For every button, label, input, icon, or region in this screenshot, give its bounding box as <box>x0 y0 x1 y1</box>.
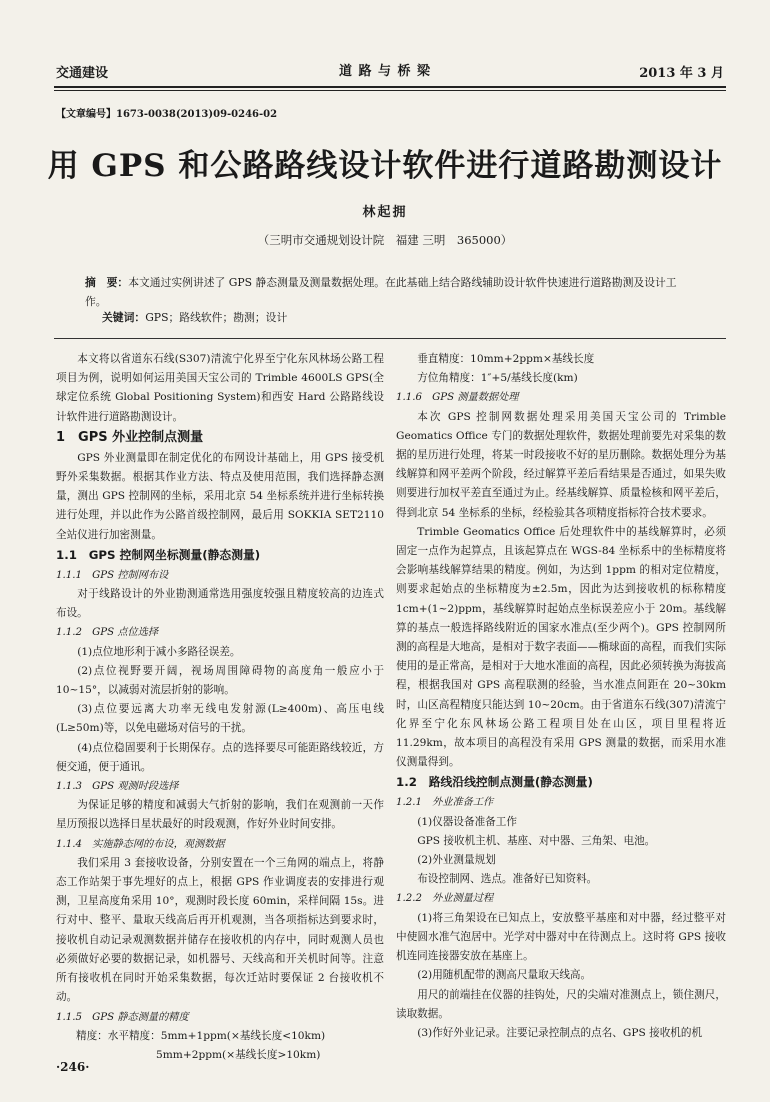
list-item: (3)点位要远离大功率无线电发射源(L≥400m)、高压电线(L≥50m)等，以免电磁场对信号的干扰。 <box>56 703 384 735</box>
paragraph: Trimble Geomatics Office 后处理软件中的基线解算时，必须固定一点作为起算点，且该起算点在 WGS-84 坐标系中的坐标精度将会影响基线解算结果的精度。例如，为达到 1ppm 的相对定位精度，则要求起始点的坐标精度为±2.5m，因此为达到接收机的标称精度 1cm+(1~2)ppm，基线解算时起始点坐标误差应小于 20m。基线解算的基点一般选择路线附近的国家水准点(至少两个)。GPS 控制网所测的高程是大地高，是相对于数字表面——椭球面的高程，而我们实际使用的是正常高，是相对于大地水准面的高程，因此必须转换为海拔高程，根据我国对 GPS 高程联测的经验，当水准点间距在 20~30km 时，山区高程精度只能达到 10~20cm。由于省道东石线(307)清流宁化界至宁化东风林场公路工程项目处在山区，项目里程将近 11.29km，故本项目的高程没有采用 GPS 测量的数据，而采用水准仪测量得到。 <box>396 525 726 769</box>
intro-paragraph: 本文将以省道东石线(S307)清流宁化界至宁化东风林场公路工程项目为例，说明如何运用美国天宝公司的 Trimble 4600LS GPS(全球定位系统 Global Positioning System)和西安 Hard 公路路线设计软件进行道路勘测设计。 <box>56 353 384 423</box>
paragraph: GPS 外业测量即在制定优化的布网设计基础上，用 GPS 接受机野外采集数据。根据其作业方法、特点及使用范围，我们选择静态测量，测出 GPS 控制网的坐标，采用北京 54 坐标系统并进行坐标转换进行处理，并以此作为公路首级控制网，最后用 SOKKIA SET2110 全站仪进行加密测量。 <box>56 451 384 541</box>
heading-1-1-2: 1.1.2 GPS 点位选择 <box>56 627 159 639</box>
heading-1-1-4: 1.1.4 实施静态网的布设，观测数据 <box>56 838 225 850</box>
list-item: (1)点位地形利于减小多路径误差。 <box>77 645 241 658</box>
heading-1-1-5: 1.1.5 GPS 静态测量的精度 <box>56 1011 189 1023</box>
formula-line: 方位角精度：1″+5/基线长度(km) <box>417 372 578 385</box>
formula-line: 垂直精度：10mm+2ppm×基线长度 <box>417 353 595 365</box>
heading-1-2-1: 1.2.1 外业准备工作 <box>396 797 494 809</box>
list-item: (1)仪器设备准备工作 <box>417 815 517 828</box>
list-item: (2)点位视野要开阔，视场周围障碍物的高度角一般应小于 10~15°，以减弱对流层折射的影响。 <box>56 664 384 697</box>
header-rule-thin <box>54 90 726 91</box>
running-header-center: 道 路 与 桥 梁 <box>338 64 432 79</box>
right-column <box>396 350 726 1043</box>
heading-1-1-6: 1.1.6 GPS 测量数据处理 <box>396 392 519 404</box>
paragraph: 为保证足够的精度和减弱大气折射的影响，我们在观测前一天作星历预报以选择日星状最好的时段观测，作好外业时间安排。 <box>56 799 384 831</box>
keywords-label: 关键词： <box>102 311 146 324</box>
running-header-left: 交通建设 <box>56 66 109 81</box>
section-divider <box>54 338 726 339</box>
abstract-text: 本文通过实例讲述了 GPS 静态测量及测量数据处理。在此基础上结合路线辅助设计软件快速进行道路勘测及设计工作。 <box>85 276 677 308</box>
heading-1-1-1: 1.1.1 GPS 控制网布设 <box>56 569 169 581</box>
keywords <box>102 310 287 325</box>
keywords-text: GPS；路线软件；勘测；设计 <box>145 311 288 324</box>
page-title: 用 GPS 和公路路线设计软件进行道路勘测设计 <box>47 148 723 184</box>
author-name: 林起拥 <box>362 205 408 220</box>
list-item: 布设控制网、选点。准备好已知资料。 <box>417 873 598 886</box>
author-affiliation: （三明市交通规划设计院 福建 三明 365000） <box>257 233 513 247</box>
list-item: (2)用随机配带的测高尺量取天线高。 <box>417 969 592 982</box>
list-item: (1)将三角架设在已知点上，安放整平基座和对中器，经过整平对中使圆水准气泡居中。光学对中器对中在待测点上。这时将 GPS 接收机连同连接器安放在基座上。 <box>396 911 726 963</box>
list-item: (4)点位稳固要利于长期保存。点的选择要尽可能距路线较近，方便交通，便于通讯。 <box>56 741 384 773</box>
paragraph: 对于线路设计的外业勘测通常选用强度较强且精度较高的边连式布设。 <box>56 588 384 620</box>
heading-1-2: 1.2 路线沿线控制点测量(静态测量) <box>396 775 593 790</box>
list-item: GPS 接收机主机、基座、对中器、三角架、电池。 <box>417 834 656 847</box>
list-item: (2)外业测量规划 <box>417 854 496 867</box>
abstract-label: 摘 要： <box>85 276 129 289</box>
heading-1: 1 GPS 外业控制点测量 <box>56 429 204 445</box>
heading-1-1-3: 1.1.3 GPS 观测时段选择 <box>56 781 179 793</box>
list-item: 用尺的前端挂在仪器的挂钩处，尺的尖端对准测点上，锁住测尺，读取数据。 <box>396 988 726 1020</box>
formula-line: 精度：水平精度：5mm+1ppm(×基线长度<10km) <box>76 1029 326 1042</box>
paragraph: 本次 GPS 控制网数据处理采用美国天宝公司的 Trimble Geomatics Office 专门的数据处理软件，数据处理前要先对采集的数据的星历进行处理，将某一时段接收不好的星历删除。数据处理分为基线解算和网平差两个阶段，经过解算平差后看结果是否通过，如果失败则要进行加权平差直至通过为止。经基线解算、质量检核和网平差后，得到北京 54 坐标系的坐标，经检验其各项精度指标符合技术要求。 <box>396 410 726 519</box>
paragraph: 我们采用 3 套接收设备，分别安置在一个三角网的端点上，将静态工作站架于事先埋好的点上，根据 GPS 作业调度表的安排进行观测，卫星高度角采用 10°，观测时段长度 60min，采样间隔 15s。进行对中、整平、量取天线高后再开机观测，当各项指标达到要求时，接收机自动记录观测数据并储存在接收机的内存中，同时观测人员也必须做好必要的数据记录，如机器号、天线高和开关机时间等。注意所有接收机在同时开始采集数据，每次迁站时要保证 2 台接收机不动。 <box>56 856 384 1004</box>
running-header-right: 2013 年 3 月 <box>639 66 724 81</box>
left-column <box>56 350 384 1065</box>
list-item: (3)作好外业记录。注要记录控制点的点名、GPS 接收机的机 <box>417 1026 703 1039</box>
page-number: ·246· <box>56 1060 90 1074</box>
formula-line: 5mm+2ppm(×基线长度>10km) <box>156 1048 321 1061</box>
article-number: 【文章编号】1673-0038(2013)09-0246-02 <box>56 109 278 120</box>
heading-1-1: 1.1 GPS 控制网坐标测量(静态测量) <box>56 547 261 562</box>
header-rule <box>54 86 726 88</box>
heading-1-2-2: 1.2.2 外业测量过程 <box>396 893 494 905</box>
abstract <box>85 273 695 311</box>
